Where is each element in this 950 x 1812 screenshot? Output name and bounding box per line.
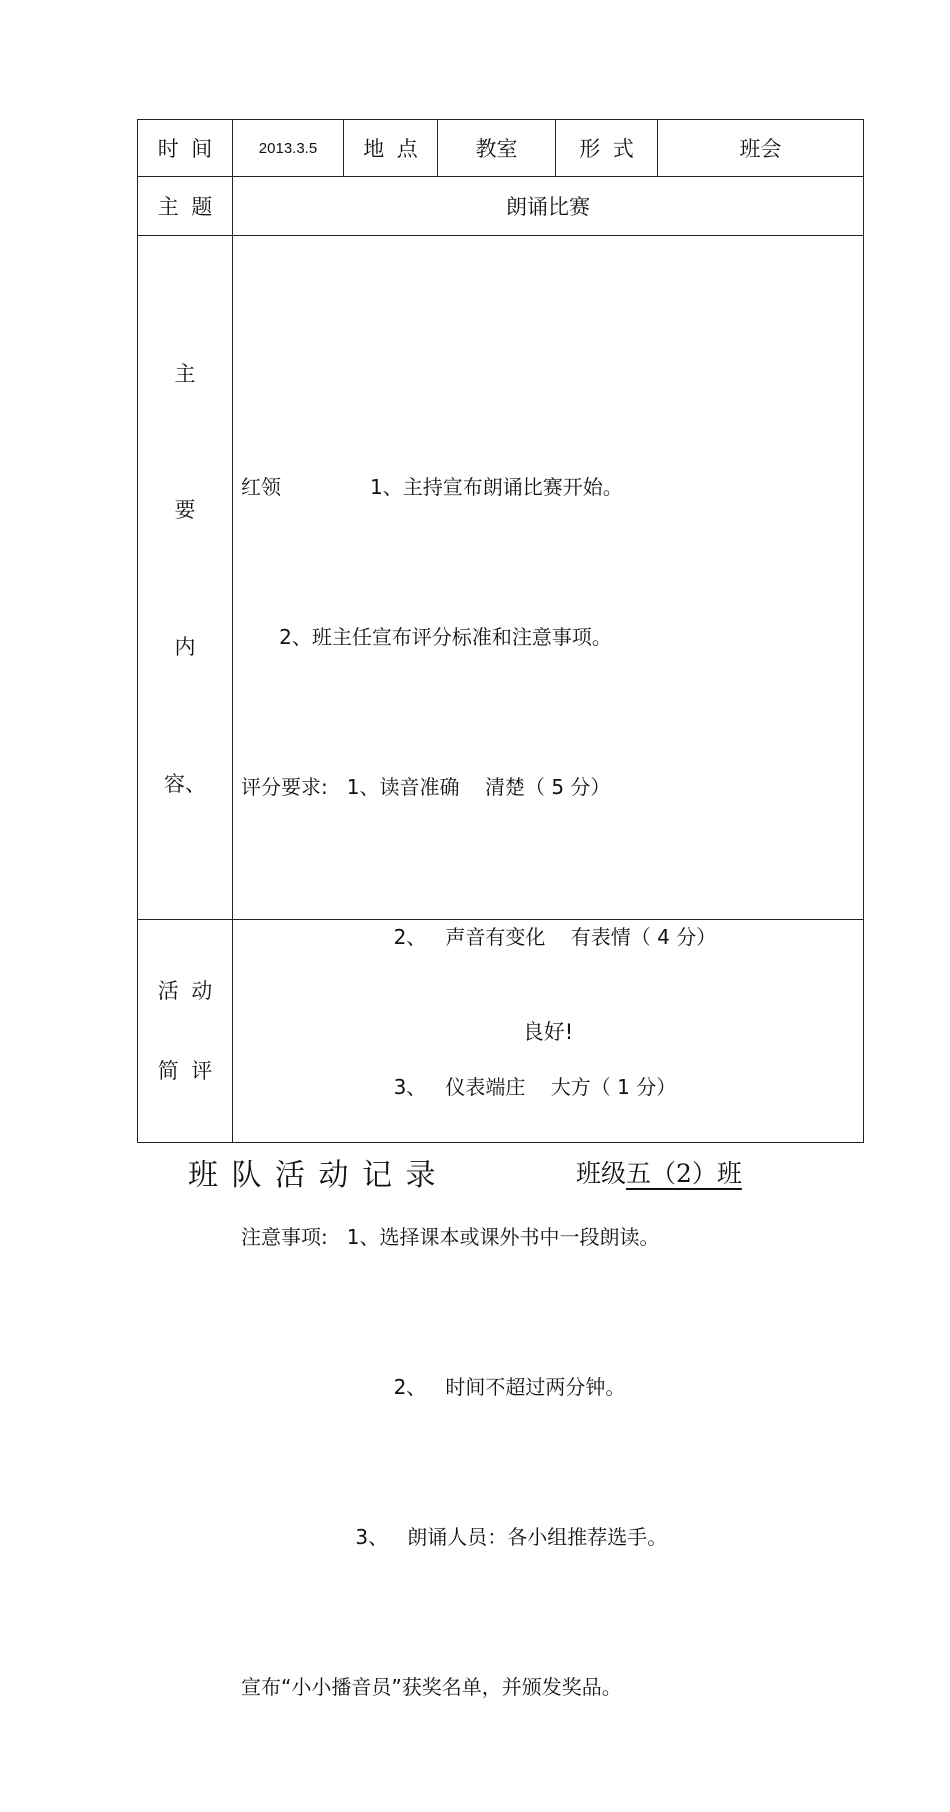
- content-row: [138, 236, 864, 920]
- content-line: 2、班主任宣布评分标准和注意事项。: [241, 625, 612, 649]
- theme-label: 主题: [138, 177, 233, 236]
- place-label: 地点: [344, 120, 438, 177]
- content-label-char: 内: [174, 635, 196, 659]
- class-name: 五（2）班: [626, 1159, 742, 1188]
- content-label-char: 容、: [164, 772, 206, 796]
- content-label-char: 要: [174, 498, 196, 522]
- time-label: 时间: [138, 120, 233, 177]
- content-line: 3、 朗诵人员：各小组推荐选手。: [241, 1525, 668, 1549]
- place-value: 教室: [438, 120, 556, 177]
- theme-value: 朗诵比赛: [233, 177, 864, 236]
- class-prefix: 班级: [576, 1159, 627, 1188]
- content-label-char: 主: [174, 362, 196, 386]
- content-label: [138, 236, 233, 920]
- footer-title: 班队活动记录: [188, 1158, 449, 1193]
- content-line: 宣布“小小播音员”获奖名单，并颁发奖品。: [241, 1675, 622, 1699]
- date-value: 2013.3.5: [233, 120, 344, 177]
- form-label: 形式: [556, 120, 658, 177]
- evaluation-label: [138, 920, 233, 1143]
- content-lines: [241, 362, 716, 1812]
- content-line: 评分要求: 1、读音准确 清楚（ 5 分）: [241, 775, 611, 799]
- content-line: 3、 仪表端庄 大方（ 1 分）: [241, 1075, 677, 1099]
- form-value: 班会: [658, 120, 864, 177]
- theme-row: [138, 177, 864, 236]
- header-row: [138, 120, 864, 177]
- content-line: 红领 1、主持宣布朗诵比赛开始。: [241, 475, 623, 499]
- footer-class: [576, 1154, 742, 1190]
- footer: [0, 1150, 950, 1198]
- evaluation-label-line: 活动: [157, 979, 225, 1003]
- evaluation-label-line: 简评: [157, 1059, 225, 1083]
- content-line: 2、 声音有变化 有表情（ 4 分）: [241, 925, 717, 949]
- content-line: 注意事项: 1、选择课本或课外书中一段朗读。: [241, 1225, 660, 1249]
- content-line: 2、 时间不超过两分钟。: [241, 1375, 626, 1399]
- evaluation-value: 良好!: [233, 920, 864, 1143]
